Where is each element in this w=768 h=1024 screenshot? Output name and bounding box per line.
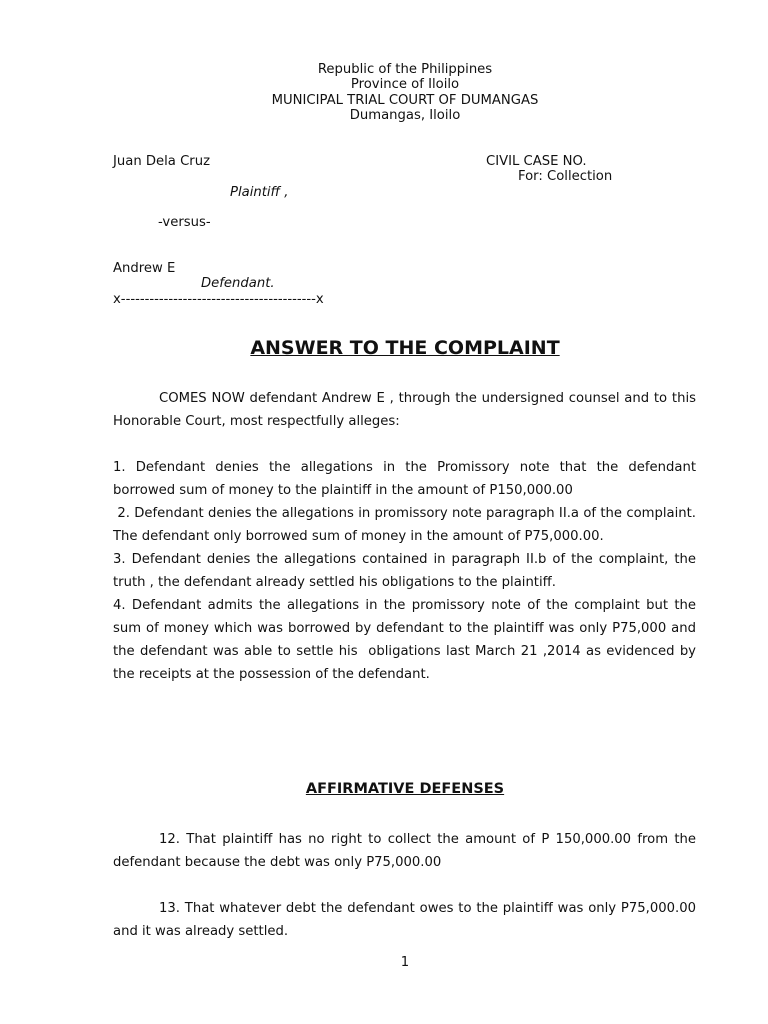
versus-label: -versus- [158,215,211,230]
case-nature-label: For: Collection [518,169,613,184]
caption-separator: x-----------------------------------------x [113,292,324,307]
header-court: MUNICIPAL TRIAL COURT OF DUMANGAS [271,93,539,108]
defense-item: 13. That whatever debt the defendant owes to the plaintiff was only P75,000.00 and it was already settled. [113,901,696,939]
page-number: 1 [400,955,410,970]
case-number-label: CIVIL CASE NO. [486,154,587,169]
header-republic: Republic of the Philippines [317,62,493,77]
allegation-item: 4. Defendant admits the allegations in the promissory note of the complaint but the sum of money which was borrowed by defendant to the plaintiff was only P75,000 and the defendant was able to settle his obligations last March 21 ,2014 as evidenced by the receipts at the possession of the defendant. [113,598,701,682]
header-province: Province of Iloilo [350,77,460,92]
allegation-item: 2. Defendant denies the allegations in promissory note paragraph II.a of the complaint. The defendant only borrowed sum of money in the amount of P75,000.00. [113,506,701,544]
defense-item: 12. That plaintiff has no right to collect the amount of P 150,000.00 from the defendant because the debt was only P75,000.00 [113,832,696,870]
plaintiff-name: Juan Dela Cruz [113,154,210,169]
allegation-item: 1. Defendant denies the allegations in the Promissory note that the defendant borrowed sum of money to the plaintiff in the amount of P150,000.00 [113,460,696,498]
defenses-title: AFFIRMATIVE DEFENSES [305,781,505,797]
allegation-item: 3. Defendant denies the allegations contained in paragraph II.b of the complaint, the truth , the defendant already settled his obligations to the plaintiff. [113,552,696,590]
document-title: ANSWER TO THE COMPLAINT [250,337,560,359]
allegations-list [0,456,701,686]
defendant-role: Defendant. [201,276,275,291]
defendant-name: Andrew E [113,261,176,276]
intro-paragraph: COMES NOW defendant Andrew E , through the undersigned counsel and to this Honorable Court, most respectfully alleges: [113,391,696,429]
header-location: Dumangas, Iloilo [349,108,461,123]
plaintiff-role: Plaintiff , [230,185,289,200]
